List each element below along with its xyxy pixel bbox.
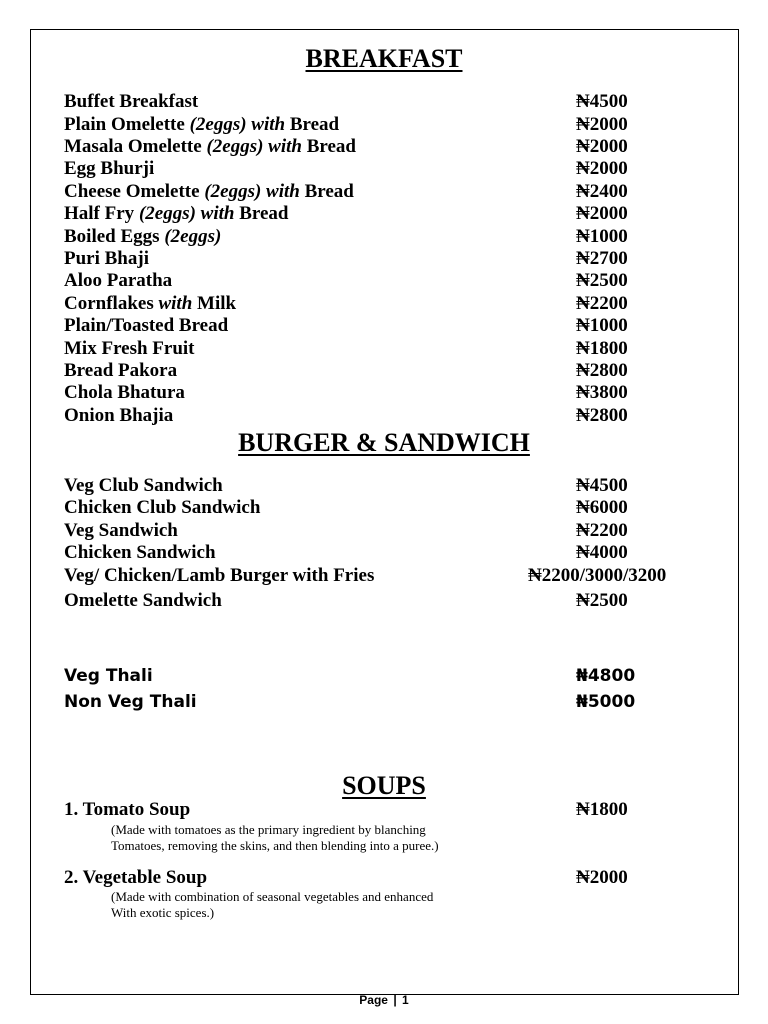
- page-label: Page: [359, 993, 388, 1007]
- menu-item: [64, 114, 704, 137]
- item-price: ₦1000: [576, 226, 628, 247]
- item-name: Veg/ Chicken/Lamb Burger with Fries: [64, 565, 375, 586]
- menu-item: [64, 338, 704, 361]
- menu-item: [64, 520, 704, 543]
- menu-item: [64, 382, 704, 405]
- item-name: Puri Bhaji: [64, 248, 149, 269]
- menu-item: [64, 181, 704, 204]
- menu-item: [64, 565, 704, 588]
- item-name: Veg Sandwich: [64, 520, 178, 541]
- page-number: 1: [402, 993, 409, 1007]
- menu-item: [64, 542, 704, 565]
- item-name: Aloo Paratha: [64, 270, 173, 291]
- item-name: Plain/Toasted Bread: [64, 315, 229, 336]
- item-price: ₦2800: [576, 360, 628, 381]
- item-price: ₦1800: [576, 338, 628, 359]
- menu-item: [64, 665, 704, 688]
- item-price: ₦2000: [576, 136, 628, 157]
- item-description: With exotic spices.): [111, 905, 215, 920]
- item-price: ₦4000: [576, 542, 628, 563]
- menu-item: [64, 315, 704, 338]
- item-price: ₦4800: [576, 666, 636, 686]
- menu-item: [64, 867, 704, 890]
- item-price: ₦1000: [576, 315, 628, 336]
- menu-item: [64, 497, 704, 520]
- item-price: ₦2200: [576, 293, 628, 314]
- item-price: ₦2000: [576, 114, 628, 135]
- menu-item: [64, 91, 704, 114]
- item-name: Omelette Sandwich: [64, 590, 222, 611]
- item-price: ₦2000: [576, 867, 628, 888]
- breakfast-heading: BREAKFAST: [305, 44, 463, 73]
- item-name: Non Veg Thali: [64, 692, 197, 712]
- menu-item: [64, 270, 704, 293]
- item-price: ₦4500: [576, 475, 628, 496]
- item-price: ₦5000: [576, 692, 636, 712]
- item-name: Half Fry (2eggs) with Bread: [64, 203, 289, 224]
- item-price: ₦2200/3000/3200: [528, 565, 667, 586]
- page-separator: |: [393, 993, 397, 1007]
- item-price: ₦2400: [576, 181, 628, 202]
- menu-item: [64, 226, 704, 249]
- item-name: Cornflakes with Milk: [64, 293, 237, 314]
- menu-item: [64, 799, 704, 822]
- item-price: ₦6000: [576, 497, 628, 518]
- item-name: Chola Bhatura: [64, 382, 185, 403]
- item-description: Tomatoes, removing the skins, and then blending into a puree.): [111, 838, 439, 853]
- item-name: Buffet Breakfast: [64, 91, 199, 112]
- item-name: Plain Omelette (2eggs) with Bread: [64, 114, 340, 135]
- item-price: ₦2800: [576, 405, 628, 426]
- item-name: Onion Bhajia: [64, 405, 174, 426]
- item-name: Veg Club Sandwich: [64, 475, 223, 496]
- item-name: Egg Bhurji: [64, 158, 155, 179]
- menu-item: [64, 158, 704, 181]
- menu-item: [64, 590, 704, 613]
- item-price: ₦2500: [576, 270, 628, 291]
- page-footer: [0, 993, 768, 1007]
- menu-item: [64, 405, 704, 428]
- menu-item: [64, 248, 704, 271]
- menu-item: [64, 136, 704, 159]
- item-name: Boiled Eggs (2eggs): [64, 226, 222, 247]
- item-price: ₦4500: [576, 91, 628, 112]
- menu-item: [64, 203, 704, 226]
- item-name: Cheese Omelette (2eggs) with Bread: [64, 181, 354, 202]
- item-name: Veg Thali: [64, 666, 153, 686]
- item-name: Masala Omelette (2eggs) with Bread: [64, 136, 356, 157]
- item-name: 2. Vegetable Soup: [64, 867, 208, 888]
- item-name: Bread Pakora: [64, 360, 178, 381]
- burger-sandwich-heading: BURGER & SANDWICH: [238, 428, 530, 457]
- soups-heading: SOUPS: [342, 771, 426, 800]
- item-price: ₦2000: [576, 203, 628, 224]
- item-name: Chicken Sandwich: [64, 542, 216, 563]
- item-price: ₦1800: [576, 799, 628, 820]
- item-name: 1. Tomato Soup: [64, 799, 191, 820]
- item-price: ₦2700: [576, 248, 628, 269]
- item-description: (Made with combination of seasonal vegetables and enhanced: [111, 889, 434, 904]
- menu-item: [64, 475, 704, 498]
- item-price: ₦2200: [576, 520, 628, 541]
- item-price: ₦2000: [576, 158, 628, 179]
- item-description: (Made with tomatoes as the primary ingredient by blanching: [111, 822, 426, 837]
- item-price: ₦3800: [576, 382, 628, 403]
- menu-item: [64, 360, 704, 383]
- item-price: ₦2500: [576, 590, 628, 611]
- item-name: Mix Fresh Fruit: [64, 338, 195, 359]
- menu-item: [64, 293, 704, 316]
- menu-item: [64, 691, 704, 714]
- item-name: Chicken Club Sandwich: [64, 497, 261, 518]
